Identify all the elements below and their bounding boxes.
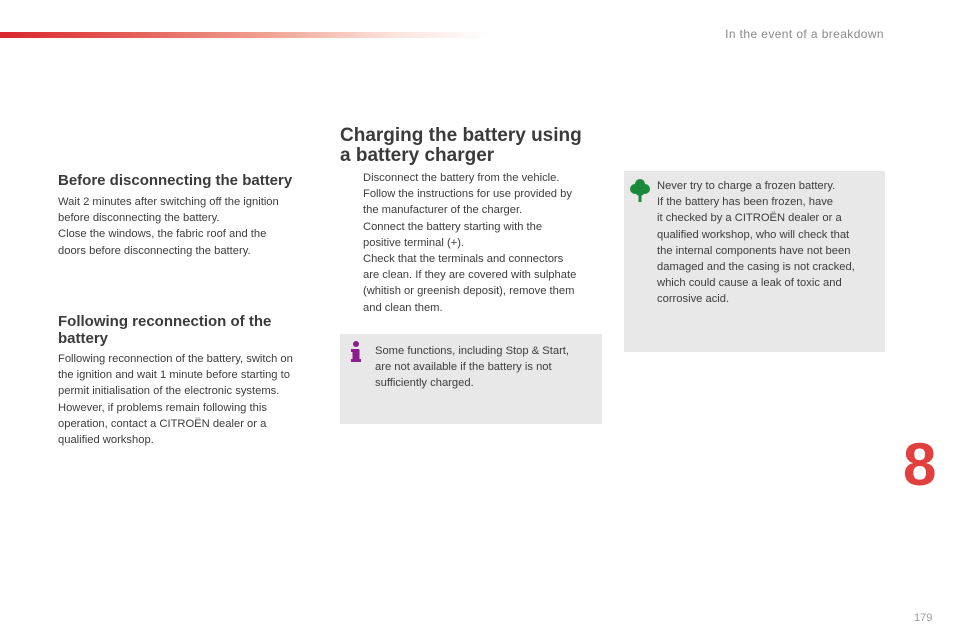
page-number: 179	[914, 612, 933, 624]
before-disconnecting-text: Wait 2 minutes after switching off the ignition before disconnecting the battery. Close the windows, the fabric roof and the doors before disconnecting the battery.	[58, 196, 279, 257]
header-accent-bar	[0, 32, 490, 38]
following-reconnection-heading: Following reconnection of the battery	[58, 313, 272, 347]
following-reconnection-text: Following reconnection of the battery, switch on the ignition and wait 1 minute before starting to permit initialisation of the electronic systems. However, if problems remain following this operation, contact a CITROËN dealer or a qualified workshop.	[58, 353, 293, 447]
list-item: Follow the instructions for use provided by the manufacturer of the charger.	[363, 188, 572, 217]
chapter-number: 8	[903, 431, 937, 498]
charging-heading: Charging the battery using a battery charger	[340, 125, 582, 166]
before-disconnecting-heading: Before disconnecting the battery	[58, 172, 293, 189]
list-item: Check that the terminals and connectors are clean. If they are covered with sulphate (whitish or greenish deposit), remove them and clean them.	[363, 253, 577, 314]
charging-steps-list	[340, 170, 602, 316]
section-title: In the event of a breakdown	[725, 27, 884, 41]
list-item: Disconnect the battery from the vehicle.	[363, 172, 560, 184]
info-box-text: Some functions, including Stop & Start, are not available if the battery is not sufficiently charged.	[375, 345, 570, 390]
tree-icon	[630, 178, 650, 202]
list-item: Connect the battery starting with the positive terminal (+).	[363, 220, 543, 249]
info-icon	[349, 340, 363, 364]
eco-warning-text: Never try to charge a frozen battery. If the battery has been frozen, have it checked by a CITROËN dealer or a qualified workshop, who will check that the internal components have not been damaged and the casing is not cracked, which could cause a leak of toxic and corrosive acid.	[657, 180, 855, 306]
